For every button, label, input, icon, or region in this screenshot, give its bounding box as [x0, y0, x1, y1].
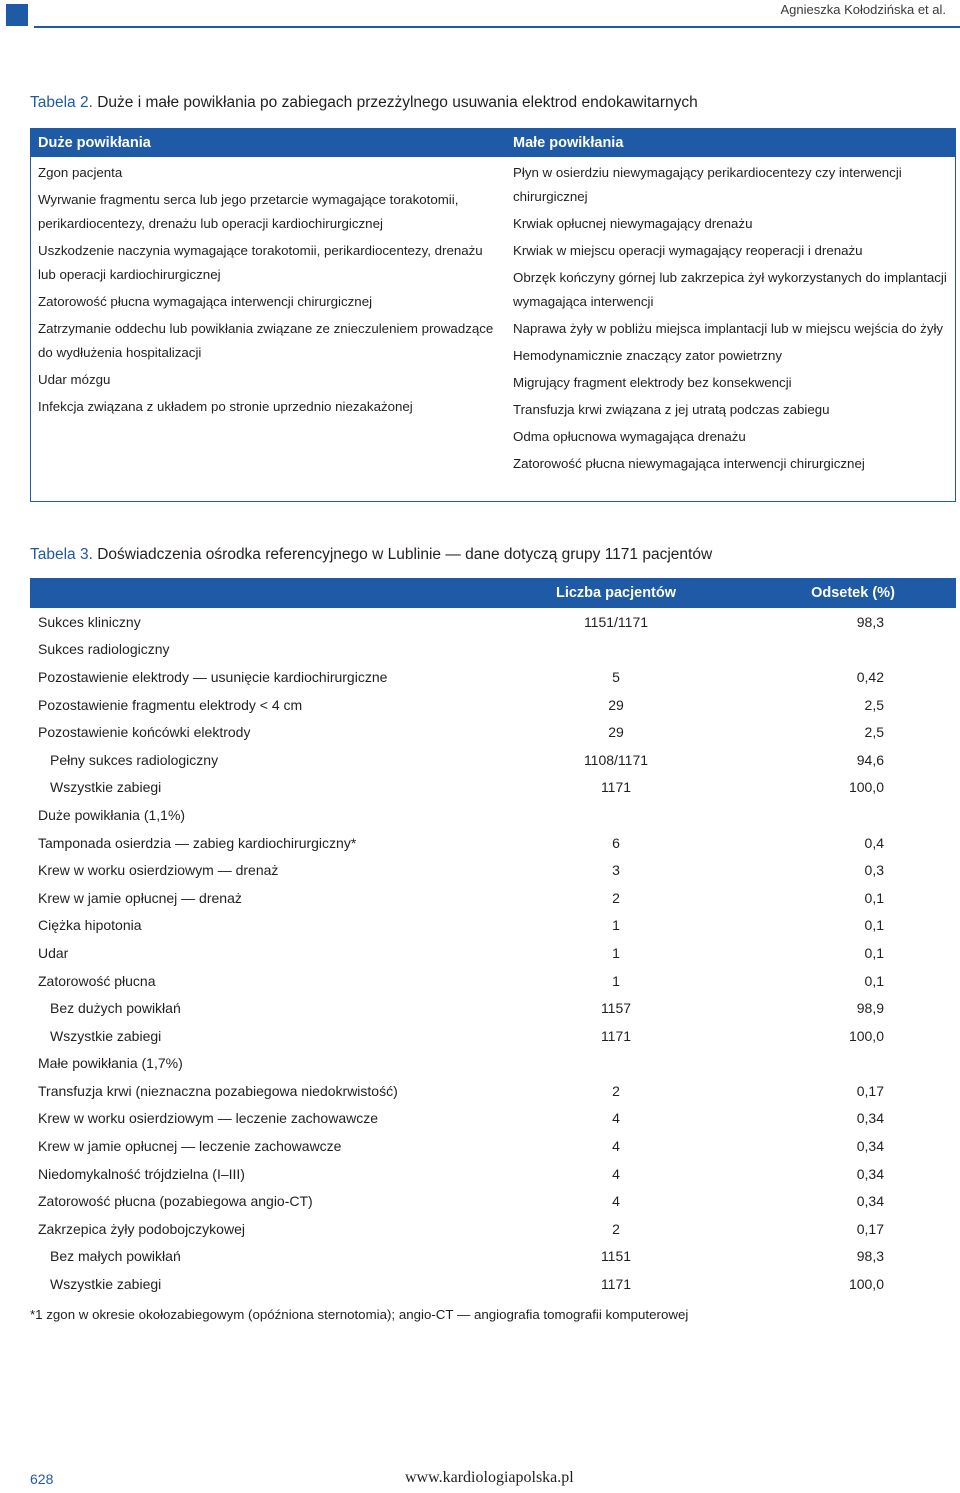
row-label: Zakrzepica żyły podobojczykowej	[38, 1220, 245, 1237]
row-label: Sukces kliniczny	[38, 613, 141, 630]
minor-complication-item: Płyn w osierdziu niewymagający perikardiocentezy czy interwencji chirurgicznej	[513, 165, 902, 204]
row-percent: 0,17	[856, 1082, 884, 1099]
row-percent: 0,34	[856, 1110, 884, 1127]
table-row	[30, 939, 956, 967]
minor-complication-item: Zatorowość płucna niewymagająca interwencji chirurgicznej	[513, 456, 865, 471]
row-label: Pozostawienie końcówki elektrody	[38, 724, 251, 741]
table-row	[30, 1160, 956, 1188]
table2-label: Tabela 2.	[30, 94, 93, 111]
major-complication-item: Wyrwanie fragmentu serca lub jego przetarcie wymagające torakotomii, perikardiocentezy, drenażu lub operacji kardiochirurgicznej	[38, 192, 459, 231]
row-label: Bez małych powikłań	[50, 1248, 181, 1265]
row-count: 5	[612, 668, 620, 685]
row-percent: 0,17	[856, 1220, 884, 1237]
table-row	[30, 746, 956, 774]
header-rule	[34, 26, 960, 28]
table-row	[30, 1077, 956, 1105]
table2	[30, 128, 956, 502]
row-label: Wszystkie zabiegi	[50, 1027, 162, 1044]
table3-label: Tabela 3.	[30, 546, 93, 563]
row-percent: 0,34	[856, 1138, 884, 1155]
row-percent: 0,1	[864, 944, 884, 961]
major-complications-list	[31, 161, 506, 479]
row-percent: 0,34	[856, 1165, 884, 1182]
major-complication-item: Infekcja związana z układem po stronie uprzednio niezakażonej	[38, 399, 413, 414]
minor-complication-item: Odma opłucnowa wymagająca drenażu	[513, 429, 746, 444]
row-label: Udar	[38, 944, 69, 961]
table-row	[30, 1022, 956, 1050]
table-row	[30, 608, 956, 636]
table2-caption	[30, 94, 698, 112]
row-percent: 0,42	[856, 668, 884, 685]
row-label: Zatorowość płucna	[38, 972, 156, 989]
table3	[30, 578, 956, 1298]
table-row	[30, 636, 956, 664]
row-count: 2	[612, 1082, 620, 1099]
table3-title: Doświadczenia ośrodka referencyjnego w Lublinie — dane dotyczą grupy 1171 pacjentów	[97, 546, 713, 563]
page-header	[0, 0, 960, 30]
row-label: Pozostawienie fragmentu elektrody < 4 cm	[38, 696, 303, 713]
minor-complication-item: Krwiak w miejscu operacji wymagający reoperacji i drenażu	[513, 243, 863, 258]
row-percent: 0,1	[864, 972, 884, 989]
row-count: 4	[612, 1138, 620, 1155]
row-percent: 100,0	[848, 779, 884, 796]
table-row	[30, 912, 956, 940]
row-label: Wszystkie zabiegi	[50, 1276, 162, 1293]
row-count: 1151/1171	[583, 613, 649, 630]
row-count: 1157	[600, 1000, 632, 1017]
row-count: 3	[612, 862, 620, 879]
row-label: Pozostawienie elektrody — usunięcie kardiochirurgiczne	[38, 668, 388, 685]
major-col-header: Duże powikłania	[38, 135, 151, 151]
header-square	[6, 4, 28, 26]
minor-complications-list	[506, 161, 955, 479]
row-percent: 0,1	[864, 889, 884, 906]
row-percent: 2,5	[864, 724, 884, 741]
row-percent: 0,3	[864, 862, 884, 879]
page-number: 628	[30, 1471, 54, 1487]
row-label: Krew w worku osierdziowym — leczenie zachowawcze	[38, 1110, 379, 1127]
minor-complication-item: Naprawa żyły w pobliżu miejsca implantacji lub w miejscu wejścia do żyły	[513, 321, 944, 336]
table-row	[30, 1050, 956, 1078]
table-row	[30, 829, 956, 857]
row-count: 6	[612, 834, 620, 851]
row-count: 1171	[600, 1027, 632, 1044]
website-url: www.kardiologiapolska.pl	[405, 1469, 574, 1486]
row-count: 29	[608, 696, 624, 713]
minor-complication-item: Krwiak opłucnej niewymagający drenażu	[513, 216, 753, 231]
table3-header	[30, 578, 956, 608]
row-label: Zatorowość płucna (pozabiegowa angio-CT)	[38, 1193, 313, 1210]
row-count: 1151	[600, 1248, 632, 1265]
row-percent: 98,3	[856, 613, 884, 630]
table-row	[30, 718, 956, 746]
row-percent: 100,0	[848, 1027, 884, 1044]
row-percent: 0,1	[864, 917, 884, 934]
row-percent: 94,6	[856, 751, 884, 768]
major-complication-item: Zatrzymanie oddechu lub powikłania związane ze znieczuleniem prowadzące do wydłużenia hospitalizacji	[38, 321, 494, 360]
row-label: Krew w jamie opłucnej — leczenie zachowawcze	[38, 1138, 342, 1155]
row-label: Bez dużych powikłań	[50, 1000, 181, 1017]
table-row	[30, 1243, 956, 1271]
table2-header	[31, 129, 955, 157]
table-row	[30, 663, 956, 691]
running-author: Agnieszka Kołodzińska et al.	[780, 2, 946, 17]
table-row	[30, 801, 956, 829]
major-complication-item: Zatorowość płucna wymagająca interwencji chirurgicznej	[38, 294, 373, 309]
table2-title: Duże i małe powikłania po zabiegach przezżylnego usuwania elektrod endokawitarnych	[97, 94, 698, 111]
row-label: Transfuzja krwi (nieznaczna pozabiegowa niedokrwistość)	[38, 1082, 398, 1099]
table-row	[30, 884, 956, 912]
row-count: 1171	[600, 779, 632, 796]
minor-complication-item: Hemodynamicznie znaczący zator powietrzny	[513, 348, 783, 363]
minor-complication-item: Migrujący fragment elektrody bez konsekwencji	[513, 375, 792, 390]
table3-rows	[30, 608, 956, 1298]
row-percent: 2,5	[864, 696, 884, 713]
row-label: Pełny sukces radiologiczny	[50, 751, 219, 768]
table-row	[30, 1105, 956, 1133]
table3-footnote: *1 zgon w okresie okołozabiegowym (opóźniona sternotomia); angio-CT — angiografia tomografii komputerowej	[30, 1307, 689, 1322]
major-complication-item: Udar mózgu	[38, 372, 111, 387]
pct-col-header: Odsetek (%)	[811, 585, 895, 601]
row-count: 1108/1171	[583, 751, 649, 768]
row-label: Ciężka hipotonia	[38, 917, 142, 934]
row-label: Sukces radiologiczny	[38, 641, 170, 658]
row-label: Krew w worku osierdziowym — drenaż	[38, 862, 279, 879]
row-percent: 98,9	[856, 1000, 884, 1017]
row-count: 4	[612, 1165, 620, 1182]
row-count: 4	[612, 1110, 620, 1127]
minor-complication-item: Obrzęk kończyny górnej lub zakrzepica żył wykorzystanych do implantacji wymagająca interwencji	[513, 270, 947, 309]
row-count: 4	[612, 1193, 620, 1210]
table-row	[30, 1215, 956, 1243]
row-percent: 0,4	[864, 834, 884, 851]
table-row	[30, 1270, 956, 1298]
table-row	[30, 691, 956, 719]
major-complication-item: Zgon pacjenta	[38, 165, 123, 180]
row-percent: 0,34	[856, 1193, 884, 1210]
row-percent: 98,3	[856, 1248, 884, 1265]
row-count: 1	[612, 944, 620, 961]
table-row	[30, 994, 956, 1022]
minor-col-header: Małe powikłania	[513, 135, 624, 151]
table3-caption	[30, 546, 712, 564]
row-label: Małe powikłania (1,7%)	[38, 1055, 183, 1072]
table-row	[30, 1132, 956, 1160]
row-label: Tamponada osierdzia — zabieg kardiochirurgiczny*	[38, 834, 357, 851]
row-percent: 100,0	[848, 1276, 884, 1293]
count-col-header: Liczba pacjentów	[555, 585, 677, 601]
row-label: Duże powikłania (1,1%)	[38, 806, 186, 823]
row-count: 1171	[600, 1276, 632, 1293]
major-complication-item: Uszkodzenie naczynia wymagające torakotomii, perikardiocentezy, drenażu lub operacji kardiochirurgicznej	[38, 243, 483, 282]
table2-body	[31, 157, 955, 479]
row-label: Niedomykalność trójdzielna (I–III)	[38, 1165, 245, 1182]
row-count: 2	[612, 889, 620, 906]
table-row	[30, 774, 956, 802]
minor-complication-item: Transfuzja krwi związana z jej utratą podczas zabiegu	[513, 402, 830, 417]
row-count: 29	[608, 724, 624, 741]
row-count: 1	[612, 972, 620, 989]
table-row	[30, 967, 956, 995]
table-row	[30, 1187, 956, 1215]
row-label: Krew w jamie opłucnej — drenaż	[38, 889, 242, 906]
label-col-header	[30, 578, 520, 608]
table-row	[30, 856, 956, 884]
row-count: 1	[612, 917, 620, 934]
row-count: 2	[612, 1220, 620, 1237]
row-label: Wszystkie zabiegi	[50, 779, 162, 796]
